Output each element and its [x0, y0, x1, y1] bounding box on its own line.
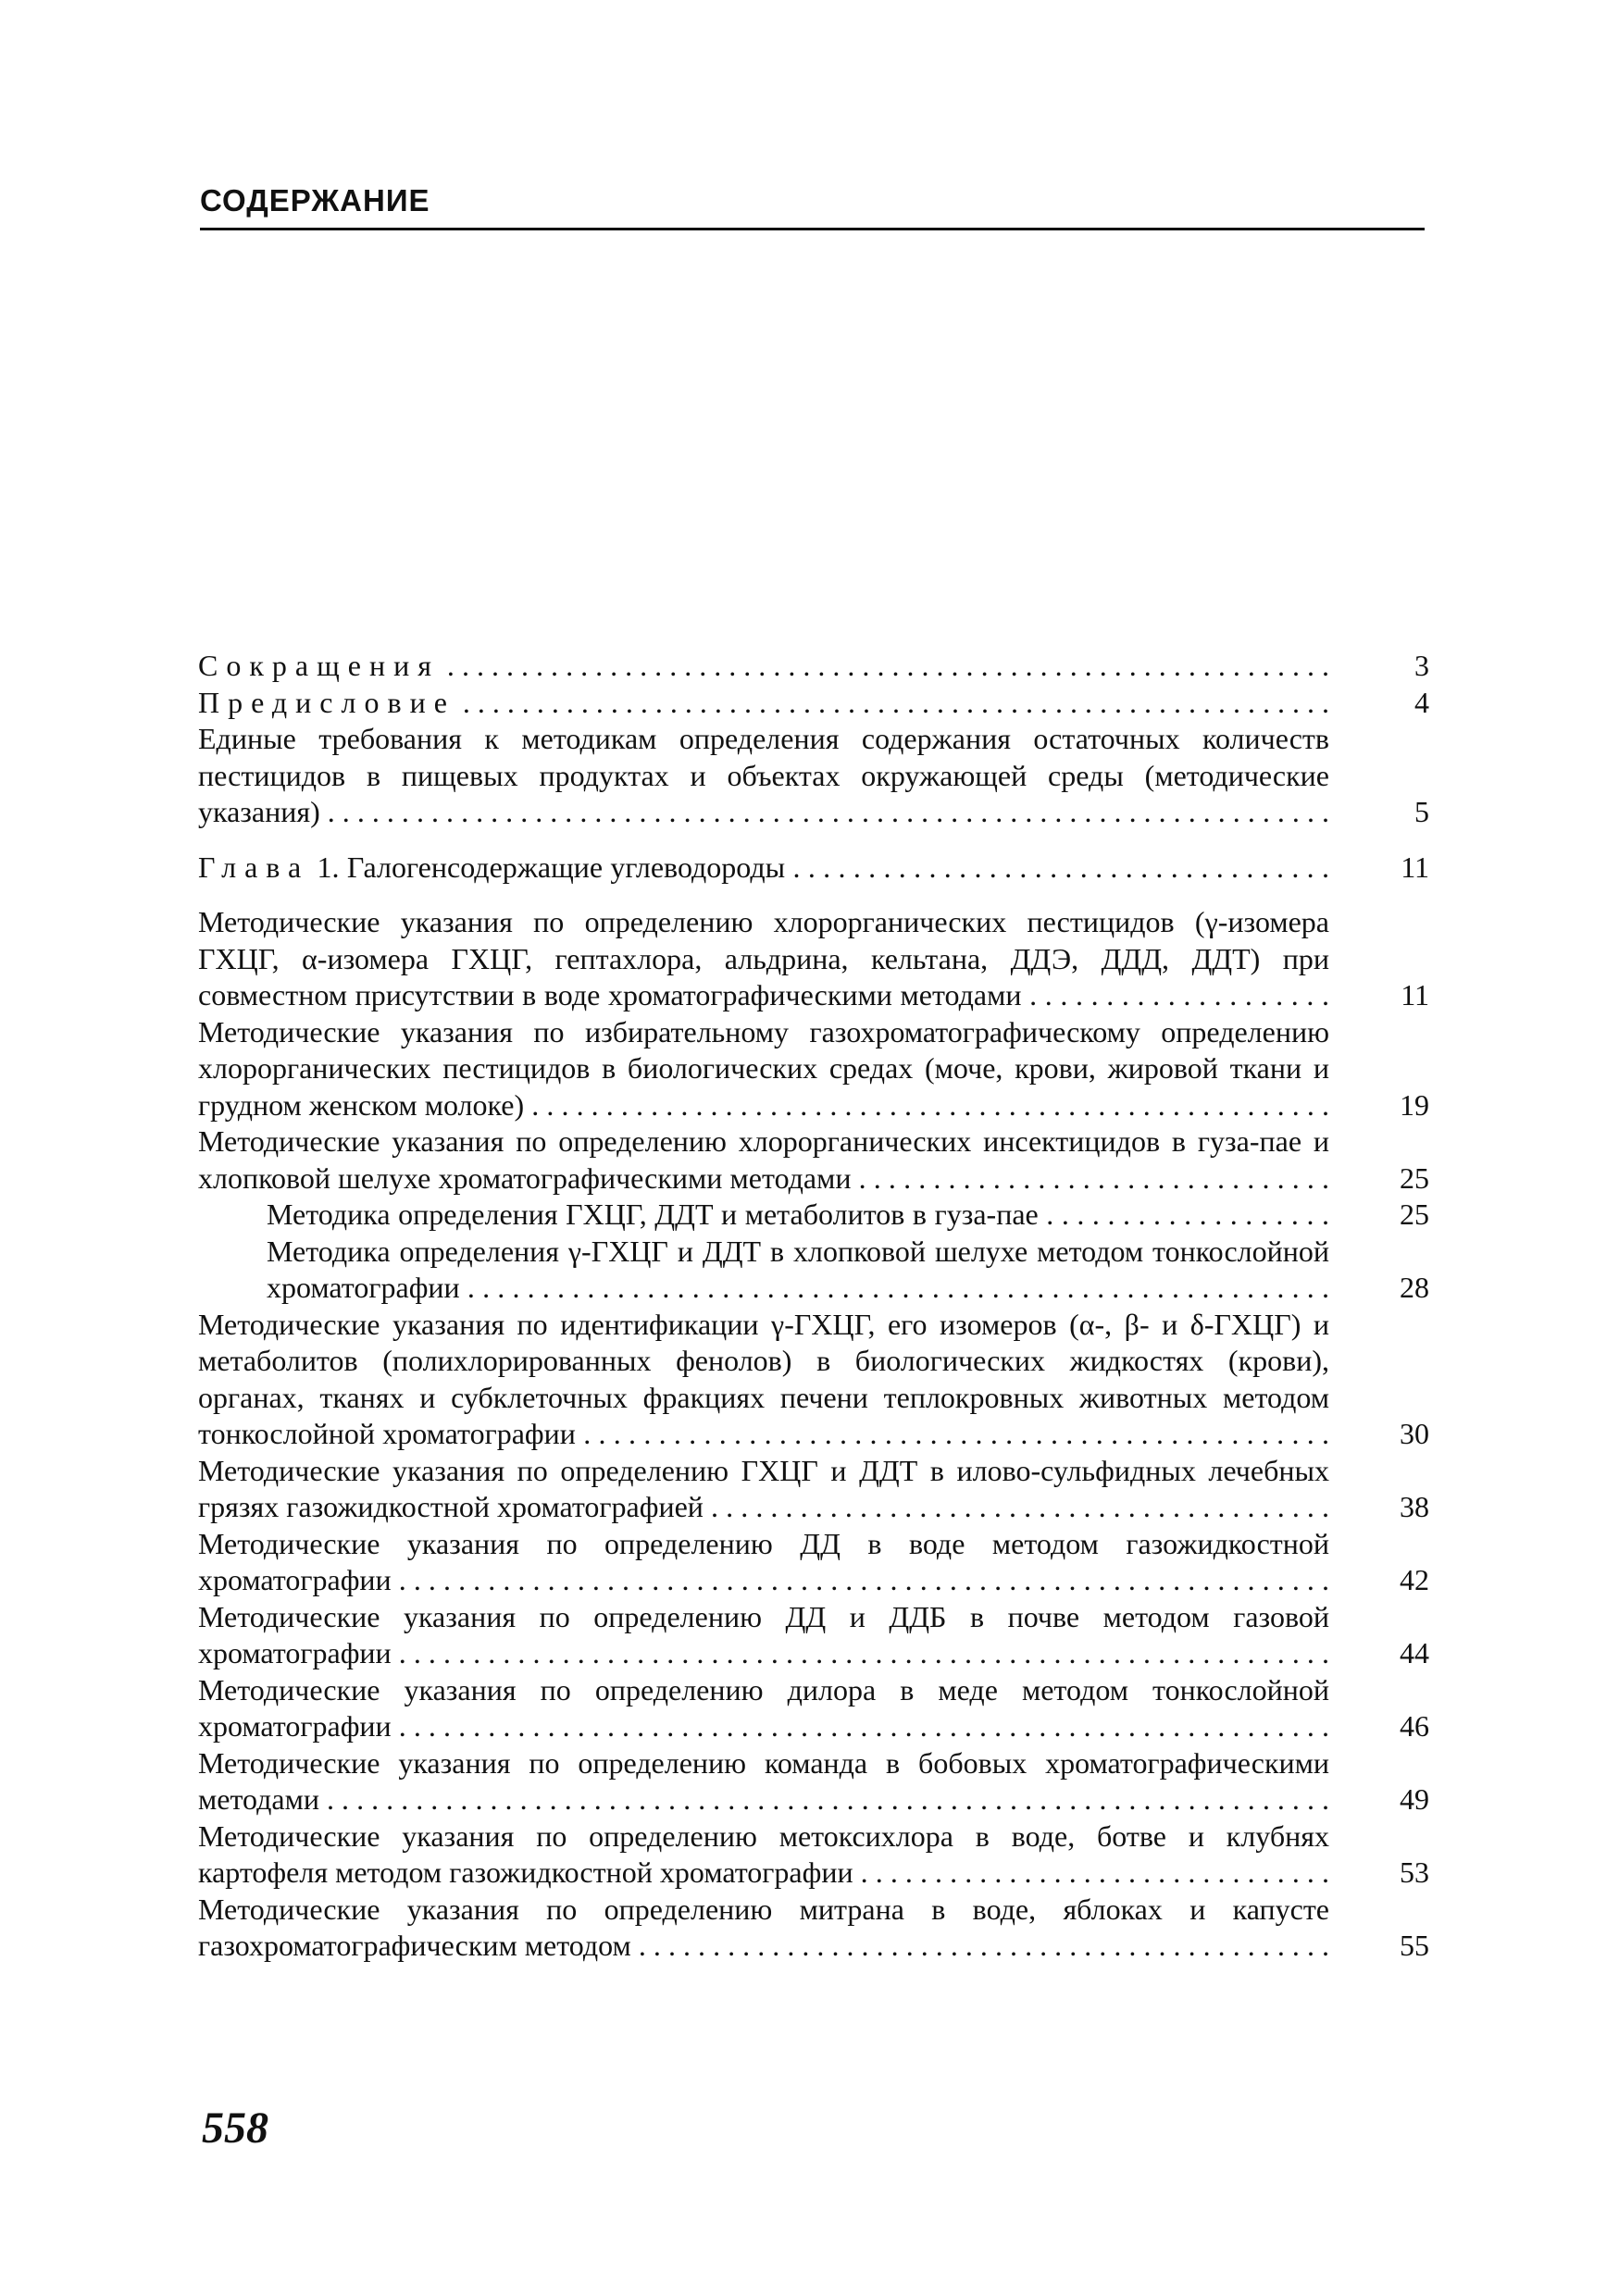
toc-entry-title: Сокращения: [198, 649, 440, 682]
dot-leader: . . . . . . . . . . . . . . . . . . . . . . . . . . . . . . . . . . . . . . . . . . . . . . . . . .: [575, 1417, 1329, 1450]
toc-entry-page: 5: [1414, 795, 1429, 828]
toc-entry: [198, 721, 1429, 831]
toc-entry-title: Методические указания по определению метоксихлора в воде, ботве и клубнях картофеля методом газожидкостной хроматографии: [198, 1818, 1329, 1889]
toc-entry-title: Методические указания по определению митрана в воде, яблоках и капусте газохроматографическим методом: [198, 1892, 1329, 1962]
toc-entry-page: 11: [1401, 850, 1429, 884]
toc-entry-page: 42: [1400, 1563, 1429, 1596]
toc-entry-title: Методические указания по определению ДД и ДДБ в почве методом газовой хроматографии: [198, 1599, 1329, 1669]
toc-entry-title: Методические указания по определению ГХЦГ и ДДТ в илово-сульфидных лечебных грязях газожидкостной хроматографией: [198, 1453, 1329, 1523]
toc-entry-page: 49: [1400, 1782, 1429, 1816]
dot-leader: . . . . . . . . . . . . . . . . . . . . . . . . . . . . . . . . . . . . . . . . . . . . . . . . . . . . . . . . . . . . . . .: [391, 1709, 1329, 1743]
toc-entry-title: Методика определения γ-ГХЦГ и ДДТ в хлопковой шелухе методом тонкослойной хроматографии: [267, 1234, 1329, 1304]
toc-entry-body: [198, 1123, 1329, 1197]
toc-entry-title: Методика определения ГХЦГ, ДДТ и метаболитов в гуза-пае: [267, 1198, 1039, 1231]
toc-entry: [198, 1014, 1429, 1124]
toc-entry-page: 4: [1414, 685, 1429, 719]
dot-leader: . . . . . . . . . . . . . . . . . . . . . . . . . . . . . . . . . . . .: [785, 850, 1329, 884]
toc-entry-body: [198, 1892, 1329, 1965]
toc-entry-title: Методические указания по определению хлорорганических пестицидов (γ-изомера ГХЦГ, α-изомера ГХЦГ, гептахлора, альдрина, кельтана, ДДЭ, ДДД, ДДТ) при совместном присутствии в воде хроматографическими методами: [198, 905, 1329, 1011]
dot-leader: . . . . . . . . . . . . . . . . . . . . . . . . . . . . . . . . . . . . . . . . . . . . . . . . . . . . . . . . . . . . . . .: [391, 1636, 1329, 1669]
toc-entry-title: Методические указания по определению дилора в меде методом тонкослойной хроматографии: [198, 1672, 1329, 1743]
toc-entry: [198, 648, 1429, 685]
toc-entry-page: 3: [1414, 649, 1429, 682]
toc-entry-body: [267, 1234, 1329, 1307]
toc-entry-body: [198, 1526, 1329, 1599]
toc-entry: [198, 1672, 1429, 1745]
dot-leader: . . . . . . . . . . . . . . . . . . . . . . . . . . . . . . . . . . . . . . . . . . . . . . . . . . . . . . . . . . .: [455, 685, 1329, 719]
dot-leader: . . . . . . . . . . . . . . . . . . .: [1038, 1198, 1329, 1231]
toc-entry-body: [198, 1599, 1329, 1672]
toc-entry-page: 19: [1400, 1087, 1429, 1122]
toc-entry: [198, 1599, 1429, 1672]
toc-entry-body: [198, 904, 1329, 1014]
toc-entry-title: 1. Галогенсодержащие углеводороды: [309, 850, 786, 884]
toc-entry-page: 25: [1400, 1198, 1429, 1231]
dot-leader: . . . . . . . . . . . . . . . . . . . . . . . . . . . . . . . . . . . . . . . . . .: [703, 1490, 1329, 1523]
toc-entry-page: 46: [1400, 1709, 1429, 1743]
toc-entry-body: [198, 850, 1329, 887]
toc-entry: [198, 1123, 1429, 1197]
toc-entry: [198, 1453, 1429, 1526]
toc-entry-title: Методические указания по определению ДД в воде методом газожидкостной хроматографии: [198, 1526, 1329, 1596]
toc-entry-body: [198, 1453, 1329, 1526]
toc-entry-page: 30: [1400, 1417, 1429, 1450]
toc-entry-body: [198, 721, 1329, 831]
toc-entry: [198, 1745, 1429, 1818]
toc-entry: [198, 1818, 1429, 1892]
toc-entry-title: Методические указания по определению команда в бобовых хроматографическими методами: [198, 1745, 1329, 1816]
toc-entry-title: Методические указания по идентификации γ-ГХЦГ, его изомеров (α-, β- и δ-ГХЦГ) и метаболитов (полихлорированных фенолов) в биологических жидкостях (крови), органах, тканях и субклеточных фракциях печени теплокровных животных методом тонкослойной хроматографии: [198, 1307, 1329, 1450]
dot-leader: . . . . . . . . . . . . . . . . . . . . . . . . . . . . . . . .: [851, 1160, 1329, 1195]
toc-entry-page: 38: [1400, 1490, 1429, 1523]
toc-entry: [198, 1307, 1429, 1453]
toc-entry-page: 25: [1400, 1160, 1429, 1195]
toc-entry-title: Предисловие: [198, 685, 455, 719]
toc-entry: [198, 1234, 1429, 1307]
toc-entry-body: [198, 1818, 1329, 1892]
dot-leader: . . . . . . . . . . . . . . . . . . . . . . . . . . . . . . . .: [853, 1855, 1329, 1889]
toc-entry-body: [198, 1307, 1329, 1453]
toc-entry: [198, 850, 1429, 887]
header-rule: [200, 228, 1425, 230]
toc-entry: [198, 1526, 1429, 1599]
dot-leader: . . . . . . . . . . . . . . . . . . . . . . . . . . . . . . . . . . . . . . . . . . . . . . .: [630, 1929, 1329, 1962]
toc-entry-page: 28: [1400, 1271, 1429, 1304]
toc-entry-body: [198, 1745, 1329, 1818]
dot-leader: . . . . . . . . . . . . . . . . . . . . . . . . . . . . . . . . . . . . . . . . . . . . . . . . . . . . . . . . . .: [459, 1271, 1329, 1304]
toc-entry-prefix: Глава: [198, 850, 310, 884]
toc-entry-page: 53: [1400, 1855, 1429, 1889]
toc-entry: [198, 1892, 1429, 1965]
toc-entry-title: Методические указания по определению хлорорганических инсектицидов в гуза-пае и хлопковой шелухе хроматографическими методами: [198, 1124, 1329, 1195]
toc-entry-body: [198, 1014, 1329, 1124]
dot-leader: . . . . . . . . . . . . . . . . . . . . . . . . . . . . . . . . . . . . . . . . . . . . . . . . . . . . . . . . . . . . . . . . . . . .: [318, 1782, 1329, 1816]
toc-entry-page: 44: [1400, 1636, 1429, 1669]
dot-leader: . . . . . . . . . . . . . . . . . . . .: [1021, 978, 1329, 1011]
toc-entry-title: Единые требования к методикам определения содержания остаточных количеств пестицидов в пищевых продуктах и объектах окружающей среды (методические указания): [198, 722, 1329, 828]
table-of-contents: [198, 648, 1429, 1965]
toc-entry: [198, 1197, 1429, 1234]
toc-entry-page: 11: [1401, 978, 1429, 1011]
dot-leader: . . . . . . . . . . . . . . . . . . . . . . . . . . . . . . . . . . . . . . . . . . . . . . . . . . . . . . . . . . . . . . . . . . . .: [319, 795, 1329, 828]
toc-entry-page: 55: [1400, 1929, 1429, 1962]
toc-entry: [198, 685, 1429, 722]
section-title: СОДЕРЖАНИЕ: [200, 183, 430, 217]
dot-leader: . . . . . . . . . . . . . . . . . . . . . . . . . . . . . . . . . . . . . . . . . . . . . . . . . . . . . .: [524, 1087, 1329, 1122]
toc-entry-body: [198, 685, 1329, 722]
toc-entry-body: [198, 1672, 1329, 1745]
toc-entry-body: [267, 1197, 1329, 1234]
dot-leader: . . . . . . . . . . . . . . . . . . . . . . . . . . . . . . . . . . . . . . . . . . . . . . . . . . . . . . . . . . . . . . .: [391, 1563, 1329, 1596]
toc-entry: [198, 904, 1429, 1014]
toc-entry-body: [198, 648, 1329, 685]
page-number: 558: [202, 2104, 268, 2153]
toc-entry-title: Методические указания по избирательному газохроматографическому определению хлорорганических пестицидов в биологических средах (моче, крови, жировой ткани и грудном женском молоке): [198, 1014, 1329, 1122]
dot-leader: . . . . . . . . . . . . . . . . . . . . . . . . . . . . . . . . . . . . . . . . . . . . . . . . . . . . . . . . . . . .: [439, 649, 1329, 682]
